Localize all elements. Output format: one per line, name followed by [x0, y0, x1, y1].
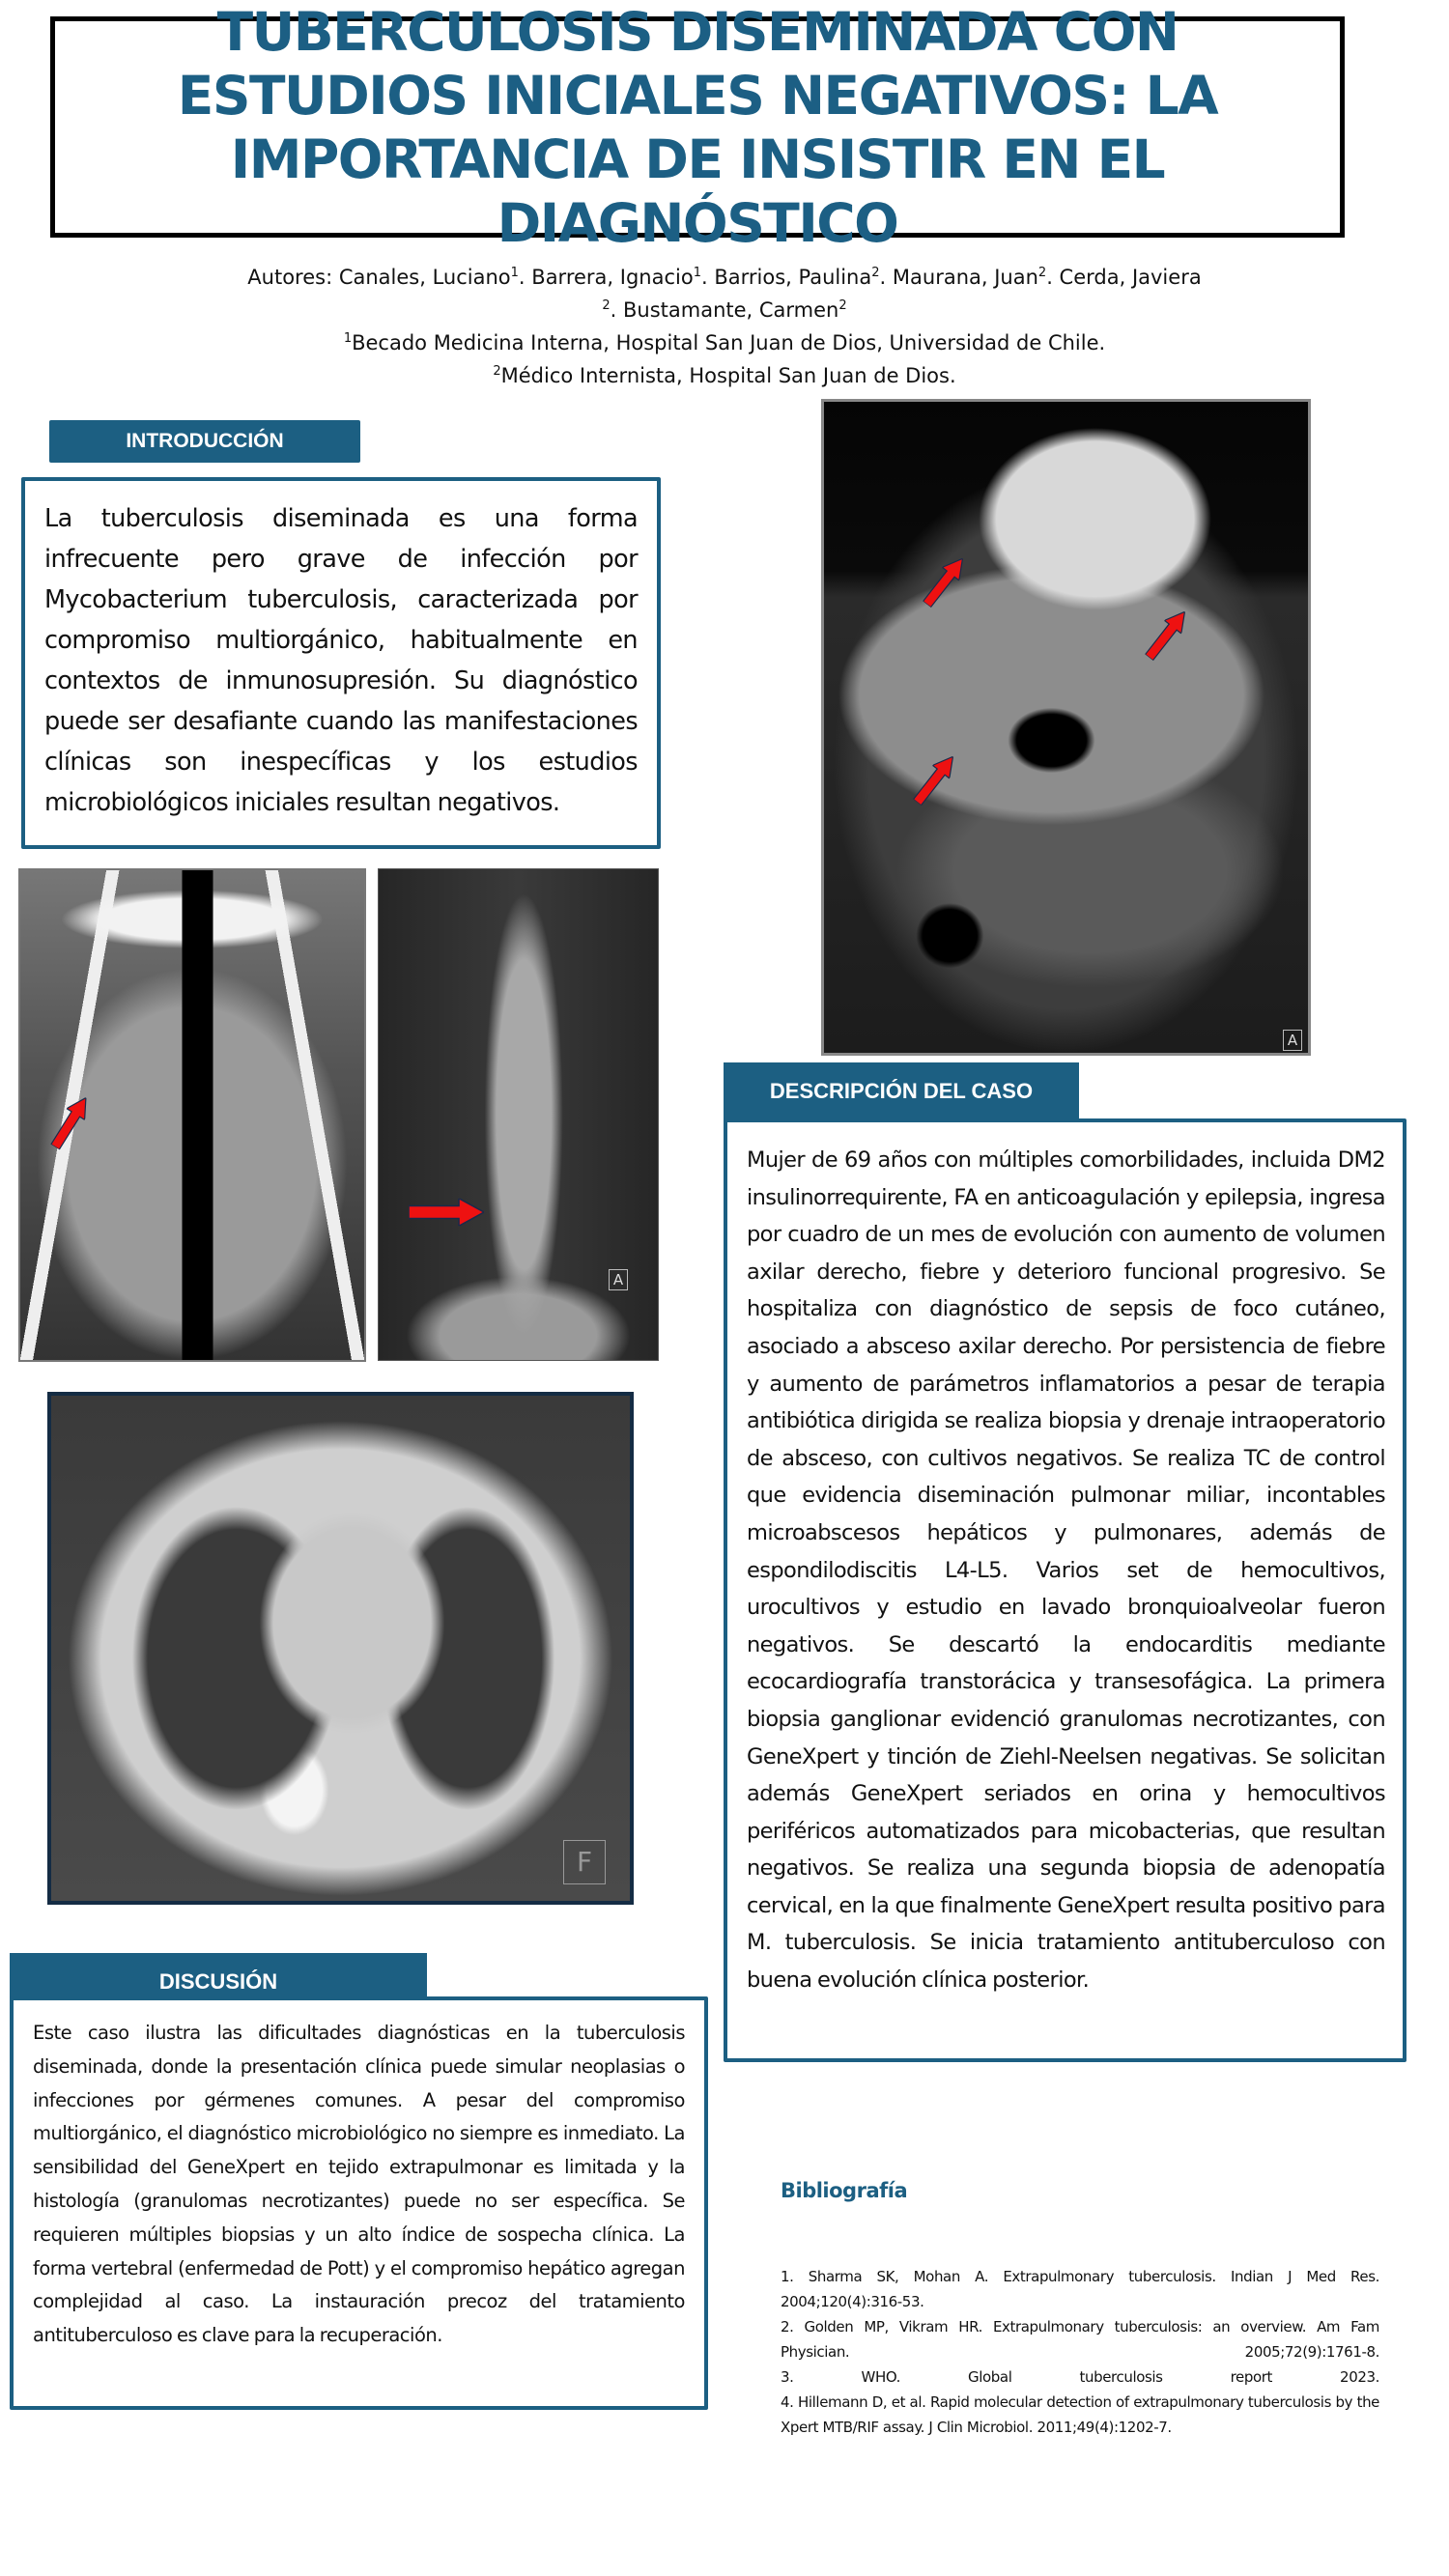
author: Bustamante, Carmen$^2$	[622, 298, 847, 322]
poster-title: TUBERCULOSIS DISEMINADA CON ESTUDIOS INICIALES NEGATIVOS: LA IMPORTANCIA DE INSISTIR EN EL DIAGNÓSTICO	[177, 0, 1218, 254]
title-box	[50, 0, 1345, 254]
abdomen-ct-label: A	[1283, 1030, 1302, 1051]
affiliation-2: $^2$Médico Internista, Hospital San Juan de Dios.	[493, 364, 956, 387]
discussion-heading: DISCUSIÓN	[10, 1953, 427, 2011]
case-heading: DESCRIPCIÓN DEL CASO	[724, 1062, 1079, 1120]
author: Barrios, Paulina$^2$.	[714, 266, 893, 289]
author: Cerda, Javiera	[1059, 266, 1202, 289]
red-arrow-icon	[46, 1092, 95, 1153]
case-box	[724, 1118, 1406, 2062]
authors-line	[145, 261, 1304, 294]
authors-block	[145, 261, 1304, 392]
bibliography-heading: Bibliografía	[781, 2179, 908, 2202]
lung-ct-label: F	[563, 1840, 606, 1884]
author: Barrera, Ignacio$^1$.	[531, 266, 715, 289]
reference-item: 3. WHO. Global tuberculosis report 2023.	[781, 2368, 1379, 2386]
authors-line	[145, 294, 1304, 326]
lung-ct-image	[47, 1392, 634, 1905]
authors-prefix: Autores:	[247, 266, 339, 289]
reference-item: 1. Sharma SK, Mohan A. Extrapulmonary tuberculosis. Indian J Med Res. 2004;120(4):316-53.	[781, 2268, 1379, 2310]
discussion-box	[10, 1996, 708, 2410]
reference-item: 4. Hillemann D, et al. Rapid molecular detection of extrapulmonary tuberculosis by the Xpert MTB/RIF assay. J Clin Microbiol. 2011;49(4):1202-7.	[781, 2393, 1379, 2436]
red-arrow-icon	[409, 1199, 484, 1227]
red-arrow-icon	[919, 552, 971, 611]
introduction-text: La tuberculosis diseminada es una forma infrecuente pero grave de infección por Mycobacterium tuberculosis, caracterizada por compromiso multiorgánico, habitualmente en contextos de inmunosupresión. Su diagnóstico puede ser desafiante cuando las manifestaciones clínicas son inespecíficas y los estudios microbiológicos iniciales resultan negativos.	[44, 504, 638, 817]
discussion-text: Este caso ilustra las dificultades diagnósticas en la tuberculosis diseminada, donde la presentación clínica puede simular neoplasias o infecciones por gérmenes comunes. A pesar del compromiso multiorgánico, el diagnóstico microbiológico no siempre es inmediato. La sensibilidad del GeneXpert en tejido extrapulmonar es limitada y la histología (granulomas necrotizantes) puede no ser específica. Se requieren múltiples biopsias y un alto índice de sospecha clínica. La forma vertebral (enfermedad de Pott) y el compromiso hepático agregan complejidad al caso. La instauración precoz del tratamiento antituberculoso es clave para la recuperación.	[33, 2022, 685, 2347]
affiliation-1: $^1$Becado Medicina Interna, Hospital San Juan de Dios, Universidad de Chile.	[343, 331, 1106, 354]
spine-ct-label: A	[609, 1269, 628, 1290]
case-text: Mujer de 69 años con múltiples comorbilidades, incluida DM2 insulinorrequirente, FA en anticoagulación y epilepsia, ingresa por cuadro de un mes de evolución con aumento de volumen axilar derecho, fiebre y deterioro funcional progresivo. Se hospitaliza con diagnóstico de sepsis de foco cutáneo, asociado a absceso axilar derecho. Por persistencia de fiebre y aumento de parámetros inflamatorios a pesar de terapia antibiótica dirigida se realiza biopsia y drenaje intraoperatorio de absceso, con cultivos negativos. Se realiza TC de control que evidencia diseminación pulmonar miliar, incontables microabscesos hepáticos y pulmonares, además de espondilodiscitis L4-L5. Varios set de hemocultivos, urocultivos y estudio en lavado bronquioalveolar fueron negativos. Se descartó la endocarditis mediante ecocardiografía transtorácica y transesofágica. La primera biopsia ganglionar evidenció granulomas necrotizantes, con GeneXpert y tinción de Ziehl-Neelsen negativas. Se solicitan además GeneXpert seriados en orina y hemocultivos periféricos automatizados para micobacterias, que resultan negativos. Se realiza una segunda biopsia de adenopatía cervical, en la que finalmente GeneXpert resulta positivo para M. tuberculosis. Se inicia tratamiento antituberculoso con buena evolución clínica posterior.	[747, 1147, 1385, 1994]
spine-ct-image	[378, 868, 659, 1361]
author-affil-mark: $^2$.	[602, 298, 623, 322]
abdomen-ct-image	[821, 399, 1311, 1056]
introduction-heading: INTRODUCCIÓN	[49, 420, 360, 463]
bibliography-list	[781, 2264, 1379, 2440]
reference-item: 2. Golden MP, Vikram HR. Extrapulmonary tuberculosis: an overview. Am Fam Physician. 2005;72(9):1761-8.	[781, 2318, 1379, 2361]
introduction-box	[21, 477, 661, 849]
neck-ct-image	[18, 868, 366, 1362]
author: Maurana, Juan$^2$.	[892, 266, 1060, 289]
red-arrow-icon	[909, 750, 961, 809]
red-arrow-icon	[1141, 606, 1193, 665]
author: Canales, Luciano$^1$.	[338, 266, 532, 289]
